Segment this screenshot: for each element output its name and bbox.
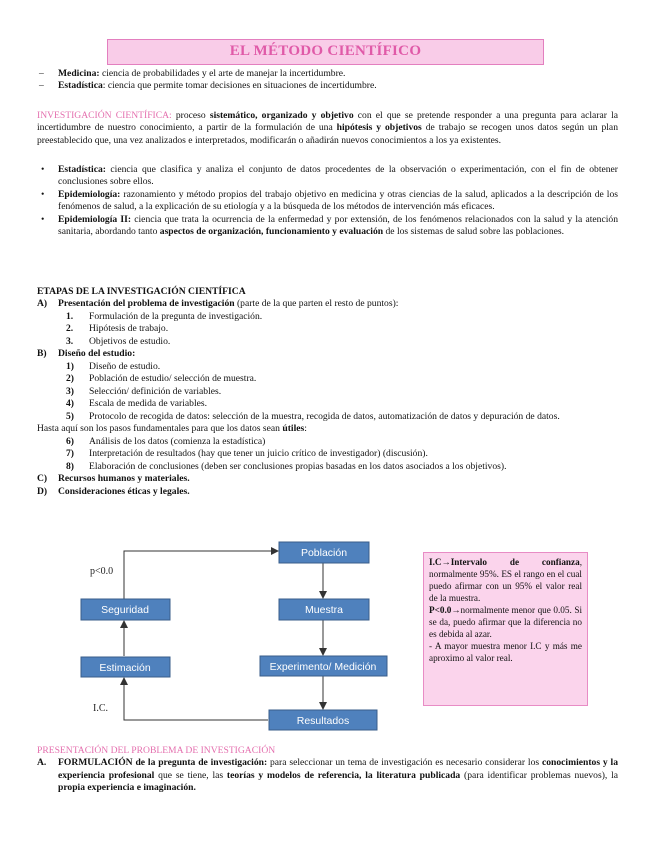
note-bold: P<0.0: [429, 604, 452, 615]
bullet-term: Estadística:: [58, 164, 106, 175]
item-text: Análisis de los datos (comienza la estadística): [89, 435, 266, 447]
etapas-section: [37, 286, 618, 498]
title-banner: [107, 39, 544, 65]
note-muestra: - A mayor muestra menor I.C y más me aproximo al valor real.: [429, 640, 582, 663]
box-estimacion-label: Estimación: [99, 662, 151, 674]
definition-item: [37, 68, 618, 80]
ic-label: I.C.: [93, 703, 108, 714]
etapa-item: [37, 411, 618, 423]
hasta-bold: útiles: [282, 423, 305, 435]
arrow-seguridad-poblacion: [124, 551, 278, 599]
item-number: 5): [66, 410, 74, 422]
method-cycle-diagram: [80, 540, 420, 740]
bullet-item: [37, 164, 618, 189]
definition-text: : ciencia que permite tomar decisiones en situaciones de incertidumbre.: [102, 80, 377, 92]
box-estimacion: [81, 657, 170, 677]
box-resultados-label: Resultados: [296, 715, 350, 727]
note-ic: [429, 557, 582, 605]
hasta-text: Hasta aquí son los pasos fundamentales para que los datos sean: [37, 423, 283, 435]
definition-term: Medicina:: [58, 68, 100, 79]
etapa-title: Recursos humanos y materiales.: [58, 473, 190, 485]
etapa-item: [37, 386, 618, 398]
etapa-item: [37, 461, 618, 473]
bullet-text: razonamiento y método propios del trabajo objetivo en medicina y otras ciencias de la salud, aplicados a la descripción de los fenómenos de salud, a la explicación de su etiología y a la búsqueda de los métodos de intervención más eficaces.: [58, 188, 618, 213]
etapa-item: [37, 311, 618, 323]
etapa-note: (parte de la que parten el resto de puntos):: [234, 298, 399, 310]
box-resultados: [269, 710, 377, 730]
etapa-c: [37, 473, 618, 485]
item-number: 3.: [66, 335, 74, 347]
definitions-list: [37, 68, 618, 93]
etapa-label: A): [37, 298, 48, 310]
box-seguridad-label: Seguridad: [101, 604, 149, 616]
item-number: 1.: [66, 310, 74, 322]
etapa-item: [37, 398, 618, 410]
etapa-item: [37, 323, 618, 335]
bullet-bold: aspectos de organización, funcionamiento y evaluación: [159, 226, 384, 238]
item-text: Interpretación de resultados (hay que tener un juicio crítico de investigador) (discusión).: [89, 448, 428, 460]
paragraph-text: proceso: [171, 110, 210, 121]
note-p: [429, 605, 582, 641]
arrow-resultados-estimacion: [124, 678, 268, 720]
p-value-label: p<0.0: [90, 566, 114, 577]
presentacion-section: [37, 745, 618, 795]
item-number: 7): [66, 448, 74, 460]
hasta-text: :: [304, 423, 307, 435]
etapas-heading: ETAPAS DE LA INVESTIGACIÓN CIENTÍFICA: [37, 286, 246, 297]
etapa-label: C): [37, 473, 48, 485]
paragraph-text: de trabajo se recogen unos datos según un plan preestablecido que, una vez analizados e interpretados, modificarán o añadirán nuevos conocimientos a los ya existentes.: [37, 122, 618, 146]
note-bold: I.C→Intervalo de confianza: [429, 557, 580, 567]
etapa-label: B): [37, 348, 47, 360]
etapa-item: [37, 373, 618, 385]
definition-item: [37, 80, 618, 92]
etapa-item: [37, 448, 618, 460]
item-number: 1): [66, 360, 74, 372]
presentacion-bold: conocimientos y la experiencia profesional: [58, 757, 619, 781]
item-text: Elaboración de conclusiones (deben ser conclusiones propias basadas en los datos asociados a los objetivos).: [89, 460, 507, 472]
item-text: Escala de medida de variables.: [89, 398, 208, 410]
box-seguridad: [81, 599, 170, 620]
bullet-item: [37, 214, 618, 239]
bullet-term: Epidemiología II:: [58, 213, 132, 225]
item-text: Formulación de la pregunta de investigación.: [89, 310, 263, 322]
box-poblacion-label: Población: [300, 547, 348, 559]
box-muestra-label: Muestra: [305, 604, 343, 616]
item-number: 6): [66, 435, 74, 447]
box-muestra: [279, 599, 369, 620]
presentacion-text: que se tiene, las: [154, 769, 227, 781]
item-text: Población de estudio/ selección de muestra.: [89, 373, 257, 385]
paragraph-text: con el que se pretende responder a una pregunta para aclarar la incertidumbre de nuestro conocimiento, a partir de la formulación de una: [37, 110, 619, 134]
presentacion-text: para seleccionar un tema de investigación es necesario considerar los: [267, 757, 542, 769]
definition-text: ciencia de probabilidades y el arte de manejar la incertidumbre.: [99, 68, 346, 79]
etapa-d: [37, 486, 618, 498]
definition-term: Estadística: [58, 80, 103, 92]
item-text: Protocolo de recogida de datos: selección de la muestra, recogida de datos, automatización de datos y depuración de datos.: [89, 410, 560, 422]
etapa-a: [37, 298, 618, 310]
note-text: , normalmente 95%. ES el rango en el cual puedo afirmar con un 95% el valor real de la muestra.: [429, 557, 582, 603]
hasta-line: [37, 423, 618, 435]
bullet-item: [37, 189, 618, 214]
etapa-label: D): [37, 485, 48, 497]
item-text: Hipótesis de trabajo.: [89, 323, 169, 335]
presentacion-bold: propia experiencia e imaginación.: [58, 782, 196, 794]
presentacion-bold: teorías y modelos de referencia, la literatura publicada: [226, 769, 461, 781]
investigacion-label: INVESTIGACIÓN CIENTÍFICA:: [37, 110, 172, 121]
etapa-title: Diseño del estudio:: [58, 348, 136, 360]
item-text: Selección/ definición de variables.: [89, 385, 222, 397]
investigacion-paragraph: [37, 110, 618, 147]
presentacion-heading: PRESENTACIÓN DEL PROBLEMA DE INVESTIGACIÓN: [37, 745, 276, 756]
item-number: 3): [66, 385, 74, 397]
bullet-text: ciencia que clasifica y analiza el conjunto de datos procedentes de la observación o experimentación, con el fin de obtener conclusiones sobre ellos.: [58, 164, 618, 188]
etapa-b: [37, 348, 618, 360]
etapa-title: Consideraciones éticas y legales.: [58, 485, 190, 497]
presentacion-label: A.: [37, 757, 47, 769]
bullet-text: ciencia que trata la ocurrencia de la enfermedad y por extensión, de los fenómenos relacionados con la salud y la atención sanitaria, abordando tanto: [58, 213, 618, 238]
etapa-item: [37, 436, 618, 448]
item-number: 2.: [66, 323, 74, 335]
item-number: 8): [66, 460, 74, 472]
presentacion-item: [37, 757, 618, 794]
item-text: Diseño de estudio.: [89, 360, 161, 372]
paragraph-bold: sistemático, organizado y objetivo: [209, 110, 354, 121]
etapa-item: [37, 361, 618, 373]
box-poblacion: [279, 542, 369, 563]
presentacion-bold: FORMULACIÓN de la pregunta de investigación:: [58, 757, 268, 769]
note-text: →normalmente menor que 0.05. Si se da, puedo afirmar que la diferencia no es debida al azar.: [429, 604, 582, 639]
bullet-text: de los sistemas de salud sobre las poblaciones.: [383, 226, 565, 238]
etapa-item: [37, 336, 618, 348]
bullet-term: Epidemiología:: [58, 188, 121, 200]
page-title: EL MÉTODO CIENTÍFICO: [229, 43, 422, 60]
item-number: 2): [66, 373, 74, 385]
note-box: [423, 552, 588, 706]
box-experimento: [260, 656, 387, 676]
box-experimento-label: Experimento/ Medición: [269, 661, 377, 673]
etapa-title: Presentación del problema de investigación: [58, 298, 235, 310]
item-number: 4): [66, 398, 74, 410]
bullet-list: [37, 164, 618, 239]
paragraph-bold: hipótesis y objetivos: [336, 122, 422, 134]
item-text: Objetivos de estudio.: [89, 335, 171, 347]
presentacion-text: (para identificar problemas nuevos), la: [460, 769, 619, 781]
